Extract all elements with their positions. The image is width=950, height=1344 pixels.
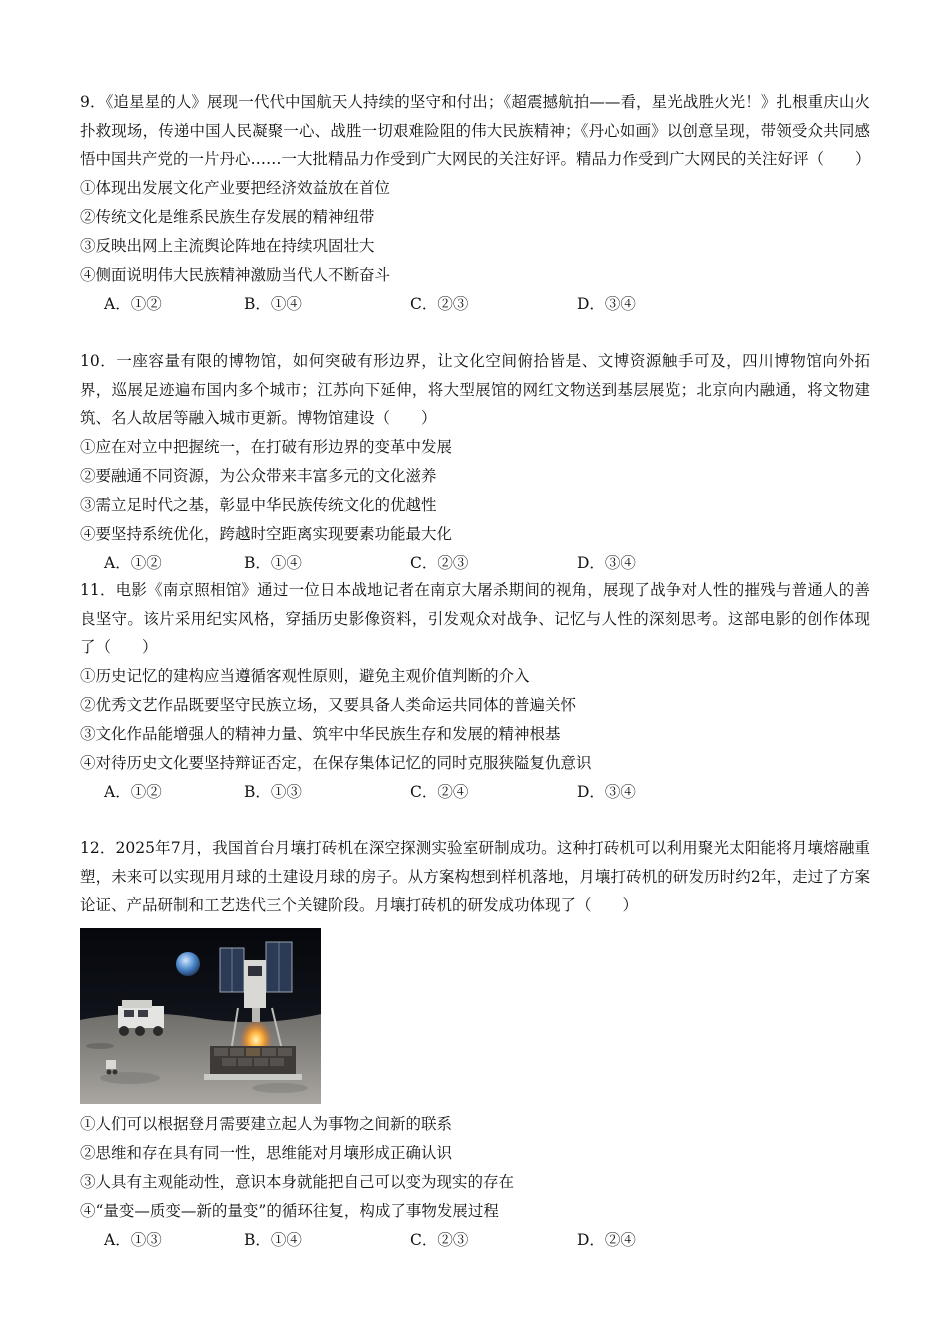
choice-a[interactable]: A．①② xyxy=(104,294,162,313)
choice-b[interactable]: B．①④ xyxy=(244,553,302,572)
question-stem: 12．2025年7月，我国首台月壤打砖机在深空探测实验室研制成功。这种打砖机可以利用聚光太阳能将月壤熔融重塑，未来可以实现用月球的土建设月球的房子。从方案构想到样机落地，月壤打砖机的研发历时约2年，走过了方案论证、产品研制和工艺迭代三个关键阶段。月壤打砖机的研发成功体现了（ ） xyxy=(80,839,870,914)
choice-b[interactable]: B．①④ xyxy=(244,1230,302,1249)
choice-c[interactable]: C．②③ xyxy=(410,294,469,313)
statement-3: ③需立足时代之基，彰显中华民族传统文化的优越性 xyxy=(80,495,437,514)
statement-1: ①应在对立中把握统一，在打破有形边界的变革中发展 xyxy=(80,437,453,456)
statement-1: ①体现出发展文化产业要把经济效益放在首位 xyxy=(80,178,391,197)
answer-choices xyxy=(80,1226,870,1255)
choice-a[interactable]: A．①② xyxy=(104,782,162,801)
choice-d[interactable]: D．②④ xyxy=(577,1230,636,1249)
statement-4: ④“量变—质变—新的量变”的循环往复，构成了事物发展过程 xyxy=(80,1201,499,1220)
choice-c[interactable]: C．②③ xyxy=(410,1230,469,1249)
choice-b[interactable]: B．①③ xyxy=(244,782,302,801)
statement-1: ①历史记忆的建构应当遵循客观性原则，避免主观价值判断的介入 xyxy=(80,666,530,685)
question-10 xyxy=(80,347,870,578)
answer-choices xyxy=(80,290,870,319)
choice-d[interactable]: D．③④ xyxy=(577,553,636,572)
answer-choices xyxy=(80,549,870,578)
statement-4: ④对待历史文化要坚持辩证否定，在保存集体记忆的同时克服狭隘复仇意识 xyxy=(80,753,592,772)
choice-b[interactable]: B．①④ xyxy=(244,294,302,313)
question-12 xyxy=(80,834,870,1255)
question-9 xyxy=(80,88,870,319)
choice-a[interactable]: A．①③ xyxy=(104,1230,162,1249)
lunar-brick-machine-photo xyxy=(80,928,321,1104)
question-stem: 11．电影《南京照相馆》通过一位日本战地记者在南京大屠杀期间的视角，展现了战争对人性的摧残与普通人的善良坚守。该片采用纪实风格，穿插历史影像资料，引发观众对战争、记忆与人性的深刻思考。这部电影的创作体现了（ ） xyxy=(80,581,870,656)
answer-choices xyxy=(80,778,870,807)
question-11 xyxy=(80,576,870,807)
statement-3: ③反映出网上主流舆论阵地在持续巩固壮大 xyxy=(80,236,375,255)
question-stem: 9．《追星星的人》展现一代代中国航天人持续的坚守和付出；《超震撼航拍——看，星光战胜火光！》扎根重庆山火扑救现场，传递中国人民凝聚一心、战胜一切艰难险阻的伟大民族精神；《丹心如画》以创意呈现，带领受众共同感悟中国共产党的一片丹心……一大批精品力作受到广大网民的关注好评。精品力作受到广大网民的关注好评（ ） xyxy=(80,93,871,168)
statement-3: ③文化作品能增强人的精神力量、筑牢中华民族生存和发展的精神根基 xyxy=(80,724,561,743)
choice-c[interactable]: C．②③ xyxy=(410,553,469,572)
statement-3: ③人具有主观能动性，意识本身就能把自己可以变为现实的存在 xyxy=(80,1172,515,1191)
statement-4: ④要坚持系统优化，跨越时空距离实现要素功能最大化 xyxy=(80,524,453,543)
statement-2: ②优秀文艺作品既要坚守民族立场，又要具备人类命运共同体的普遍关怀 xyxy=(80,695,577,714)
choice-d[interactable]: D．③④ xyxy=(577,294,636,313)
statement-2: ②要融通不同资源，为公众带来丰富多元的文化滋养 xyxy=(80,466,437,485)
choice-d[interactable]: D．③④ xyxy=(577,782,636,801)
lunar-scene-illustration xyxy=(80,928,321,1104)
statement-2: ②传统文化是维系民族生存发展的精神纽带 xyxy=(80,207,375,226)
statement-4: ④侧面说明伟大民族精神激励当代人不断奋斗 xyxy=(80,265,391,284)
choice-a[interactable]: A．①② xyxy=(104,553,162,572)
statement-1: ①人们可以根据登月需要建立起人为事物之间新的联系 xyxy=(80,1114,453,1133)
question-stem: 10．一座容量有限的博物馆，如何突破有形边界，让文化空间俯拾皆是、文博资源触手可及，四川博物馆向外拓界，巡展足迹遍布国内多个城市；江苏向下延伸，将大型展馆的网红文物送到基层展览；北京向内融通，将文物建筑、名人故居等融入城市更新。博物馆建设（ ） xyxy=(80,352,870,427)
statement-2: ②思维和存在具有同一性，思维能对月壤形成正确认识 xyxy=(80,1143,453,1162)
choice-c[interactable]: C．②④ xyxy=(410,782,469,801)
